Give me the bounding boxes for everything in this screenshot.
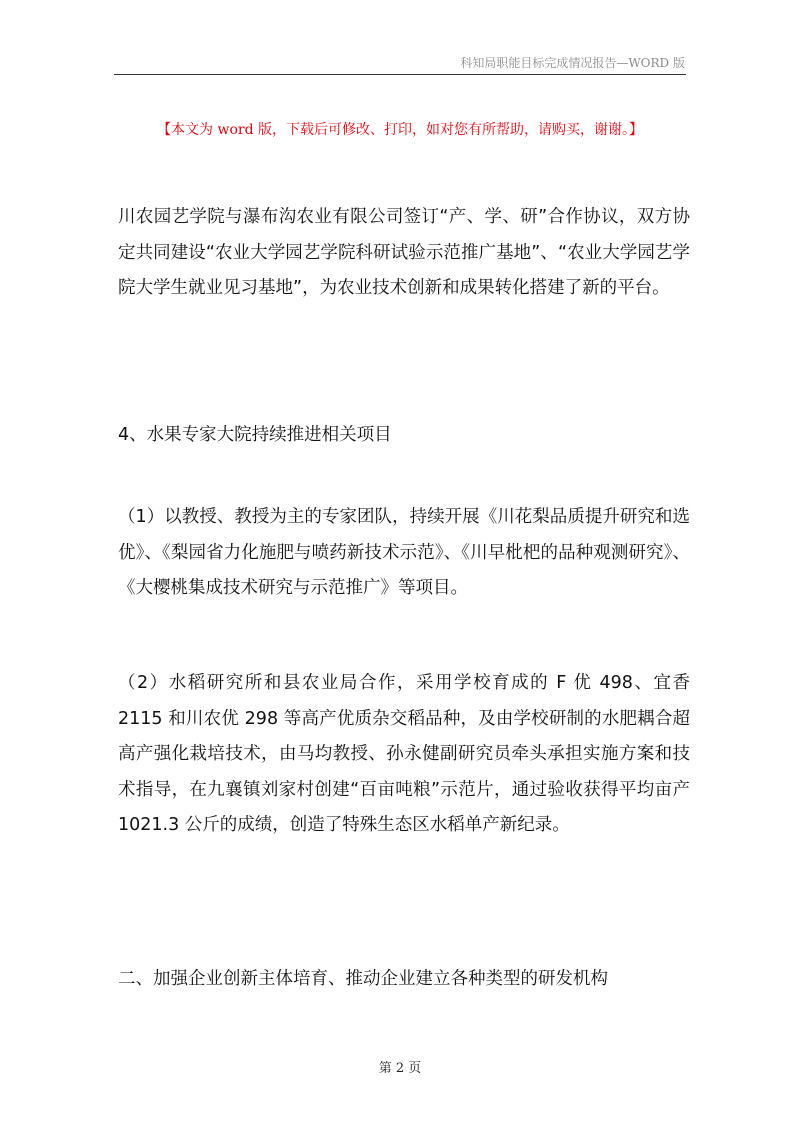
header-divider [114,74,686,75]
section-heading-fruit-experts: 4、水果专家大院持续推进相关项目 [118,425,392,445]
paragraph-item-1: （1）以教授、教授为主的专家团队，持续开展《川花梨品质提升研究和选优》、《梨园省力化施肥与喷药新技术示范》、《川早枇杷的品种观测研究》、《大樱桃集成技术研究与示范推广》等项目。 [118,507,690,599]
paragraph-cooperation: 川农园艺学院与瀑布沟农业有限公司签订“产、学、研”合作协议，双方协定共同建设“农业大学园艺学院科研试验示范推广基地”、“农业大学园艺学院大学生就业见习基地”，为农业技术创新和成果转化搭建了新的平台。 [118,207,690,299]
section-heading-enterprise: 二、加强企业创新主体培育、推动企业建立各种类型的研发机构 [118,969,608,989]
purchase-notice: 【本文为 word 版，下载后可修改、打印，如对您有所帮助，请购买，谢谢。】 [157,122,643,138]
paragraph-item-2: （2）水稻研究所和县农业局合作，采用学校育成的 F 优 498、宜香 2115 和川农优 298 等高产优质杂交稻品种，及由学校研制的水肥耦合超高产强化栽培技术，由马均教授、孙永健副研究员牵头承担实施方案和技术指导，在九襄镇刘家村创建“百亩吨粮”示范片，通过验收获得平均亩产 1021.3 公斤的成绩，创造了特殊生态区水稻单产新纪录。 [118,673,690,836]
running-header: 科知局职能目标完成情况报告—WORD 版 [460,56,685,70]
page-number: 第 2 页 [378,1061,422,1076]
